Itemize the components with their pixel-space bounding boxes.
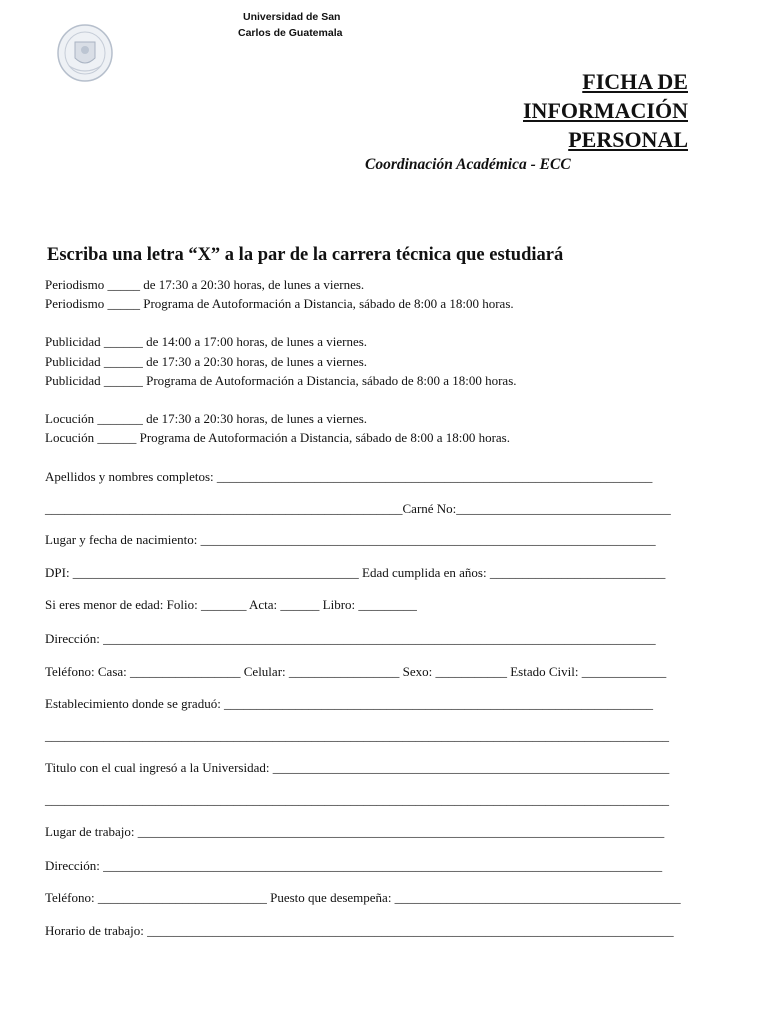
- field-telefonos[interactable]: Teléfono: Casa: _________________ Celular: _________________ Sexo: ___________ Estado Civil: _____________: [45, 664, 667, 679]
- form-subtitle: Coordinación Académica - ECC: [365, 156, 571, 173]
- form-title-line1: FICHA DE: [582, 69, 688, 94]
- field-establecimiento[interactable]: Establecimiento donde se graduó: __________________________________________________________________: [45, 696, 654, 711]
- field-nacimiento[interactable]: Lugar y fecha de nacimiento: ______________________________________________________________________: [45, 532, 656, 547]
- field-telefono-puesto[interactable]: Teléfono: __________________________ Puesto que desempeña: ____________________________________________: [45, 890, 681, 905]
- form-title-line2: INFORMACIÓN: [523, 98, 688, 123]
- career-option: Publicidad ______ Programa de Autoformación a Distancia, sábado de 8:00 a 18:00 horas.: [45, 373, 517, 388]
- university-seal-icon: [55, 22, 115, 84]
- field-titulo[interactable]: Titulo con el cual ingresó a la Universidad: _____________________________________________________________: [45, 760, 670, 775]
- career-option: Periodismo _____ de 17:30 a 20:30 horas, de lunes a viernes.: [45, 277, 365, 292]
- field-carne[interactable]: _______________________________________________________Carné No:_________________________________: [45, 501, 671, 516]
- career-option: Locución _______ de 17:30 a 20:30 horas, de lunes a viernes.: [45, 411, 368, 426]
- form-title-line3: PERSONAL: [568, 127, 688, 152]
- field-direccion[interactable]: Dirección: _____________________________________________________________________________________: [45, 631, 656, 646]
- field-lugar-trabajo[interactable]: Lugar de trabajo: _________________________________________________________________________________: [45, 824, 665, 839]
- field-menor-edad[interactable]: Si eres menor de edad: Folio: _______ Acta: ______ Libro: _________: [45, 597, 417, 612]
- field-titulo-line2[interactable]: ________________________________________________________________________________________________: [45, 792, 669, 807]
- career-option: Periodismo _____ Programa de Autoformación a Distancia, sábado de 8:00 a 18:00 horas.: [45, 296, 514, 311]
- field-direccion-trabajo[interactable]: Dirección: ______________________________________________________________________________________: [45, 858, 663, 873]
- career-option: Publicidad ______ de 17:30 a 20:30 horas, de lunes a viernes.: [45, 354, 368, 369]
- field-establecimiento-line2[interactable]: ________________________________________________________________________________________________: [45, 728, 669, 743]
- instruction-heading: Escriba una letra “X” a la par de la carrera técnica que estudiará: [47, 245, 564, 265]
- university-name-line2: Carlos de Guatemala: [238, 27, 343, 39]
- field-dpi-edad[interactable]: DPI: ____________________________________________ Edad cumplida en años: ___________________________: [45, 565, 666, 580]
- field-apellidos[interactable]: Apellidos y nombres completos: ___________________________________________________________________: [45, 469, 653, 484]
- university-name-line1: Universidad de San: [243, 11, 341, 23]
- field-horario[interactable]: Horario de trabajo: _________________________________________________________________________________: [45, 923, 674, 938]
- career-option: Publicidad ______ de 14:00 a 17:00 horas, de lunes a viernes.: [45, 334, 368, 349]
- career-option: Locución ______ Programa de Autoformación a Distancia, sábado de 8:00 a 18:00 horas.: [45, 430, 510, 445]
